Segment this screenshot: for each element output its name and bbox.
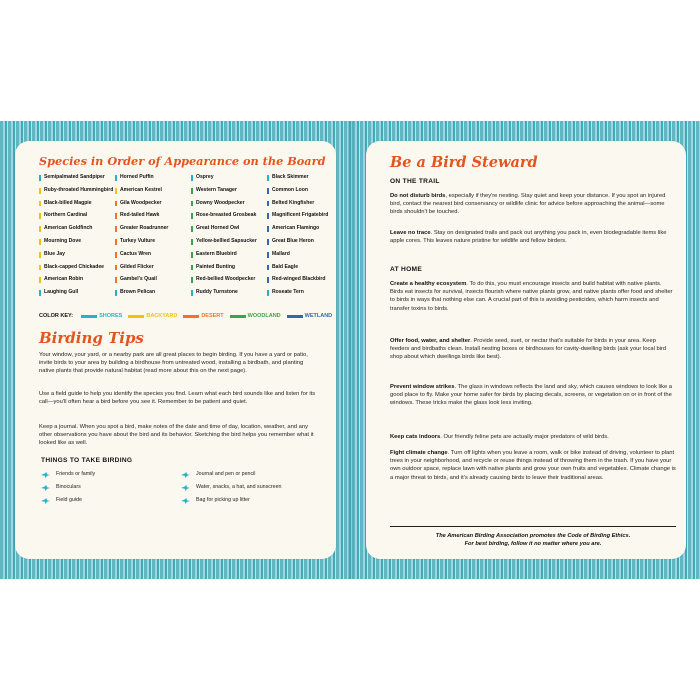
species-item: American Kestrel <box>115 188 189 194</box>
left-page <box>15 141 336 559</box>
species-item: Brown Pelican <box>115 290 189 296</box>
things-to-take-title: THINGS TO TAKE BIRDING <box>41 457 133 464</box>
paragraph-lead: Leave no trace <box>390 230 431 236</box>
closing-line: The American Birding Association promotes the Code of Birding Ethics. <box>435 533 631 539</box>
steward-paragraph <box>390 280 676 313</box>
list-item <box>41 485 95 491</box>
steward-paragraph <box>390 433 676 441</box>
species-item: Red-winged Blackbird <box>267 277 341 283</box>
steward-paragraph <box>390 383 676 408</box>
tip-paragraph: Use a field guide to help you identify the species you find. Learn what each bird sounds like and listen for its call—you'll often hear a bird before you see it. Remember to be patient and quiet. <box>39 391 316 406</box>
list-item-label: Water, snacks, a hat, and sunscreen <box>196 484 282 491</box>
species-item: Bald Eagle <box>267 265 341 271</box>
species-item: Ruby-throated Hummingbird <box>39 188 113 194</box>
species-item: Great Blue Heron <box>267 239 341 245</box>
paragraph-lead: Create a healthy ecosystem <box>390 281 467 287</box>
tip-paragraph: Keep a journal. When you spot a bird, make notes of the date and time of day, location, weather, and any other observations you have about the bird and its behavior. Sketching the bird helps you remember what it looked like as well. <box>39 424 314 447</box>
species-item: Rose-breasted Grosbeak <box>191 213 265 219</box>
steward-paragraph <box>390 337 676 362</box>
species-item: Turkey Vulture <box>115 239 189 245</box>
color-key <box>39 313 332 319</box>
species-item: Black Skimmer <box>267 175 341 181</box>
species-item: Great Horned Owl <box>191 226 265 232</box>
color-key-item <box>183 313 223 319</box>
species-item: American Flamingo <box>267 226 341 232</box>
birding-tips-title: Birding Tips <box>39 329 144 347</box>
species-item: American Goldfinch <box>39 226 113 232</box>
steward-paragraph <box>390 229 676 245</box>
at-home-heading: AT HOME <box>390 266 423 273</box>
steward-paragraph <box>390 192 676 217</box>
color-key-item-label: DESERT <box>201 313 224 319</box>
book-gutter <box>348 121 354 579</box>
color-key-item <box>81 313 122 319</box>
list-item <box>181 472 281 478</box>
bird-bullet-icon <box>41 498 50 504</box>
paragraph-text: . The glass in windows reflects the land and sky, which causes windows to look like a good place to fly. Make your home safer for birds by placing decals, screens, or vegetation on or in front of the windows. These tricks make the glass look less inviting. <box>390 384 673 407</box>
color-key-item <box>287 313 333 319</box>
species-item: Painted Bunting <box>191 265 265 271</box>
species-item: Western Tanager <box>191 188 265 194</box>
on-the-trail-heading: ON THE TRAIL <box>390 178 440 185</box>
closing-note <box>390 526 676 548</box>
paragraph-text: . To do this, you must encourage insects and build habitat with native plants. Birds eat insects for survival, insects flourish where native plants grow, and native plants offer food and shelter to birds in ways that nothing else can. A crucial part of this is avoiding pesticides, which harm insects and transfer toxins to birds. <box>390 281 673 312</box>
species-item: Downy Woodpecker <box>191 201 265 207</box>
tip-paragraph: Your window, your yard, or a nearby park are all great places to begin birding. If you have a yard or patio, invite birds to your area by building a birdhouse from untreated wood, installing a birdbath, and planting native plants that provide natural habitat (read more about this on the next page). <box>39 352 308 375</box>
species-item: Blue Jay <box>39 252 113 258</box>
bird-bullet-icon <box>181 498 190 504</box>
paragraph-lead: Keep cats indoors <box>390 434 441 440</box>
list-item <box>41 472 95 478</box>
closing-line: For best birding, follow it no matter where you are. <box>464 541 602 548</box>
list-item-label: Binoculars <box>56 484 81 491</box>
color-swatch <box>128 315 144 318</box>
list-item <box>41 498 95 504</box>
species-item: Greater Roadrunner <box>115 226 189 232</box>
species-item: Roseate Tern <box>267 290 341 296</box>
color-key-item-label: WETLAND <box>304 313 333 319</box>
bird-steward-title: Be a Bird Steward <box>390 154 538 171</box>
bird-bullet-icon <box>181 485 190 491</box>
list-item-label: Bag for picking up litter <box>196 497 250 504</box>
bird-bullet-icon <box>41 485 50 491</box>
bird-bullet-icon <box>41 472 50 478</box>
species-item: Gambel's Quail <box>115 277 189 283</box>
color-swatch <box>230 315 246 318</box>
paragraph-lead: Prevent window strikes <box>390 384 455 390</box>
list-item-label: Friends or family <box>56 471 96 478</box>
species-item: Yellow-bellied Sapsucker <box>191 239 265 245</box>
species-item: Cactus Wren <box>115 252 189 258</box>
species-item: Common Loon <box>267 188 341 194</box>
list-item <box>181 498 281 504</box>
species-column-4 <box>267 175 341 303</box>
paragraph-lead: Offer food, water, and shelter <box>390 338 471 344</box>
species-item: American Robin <box>39 277 113 283</box>
color-key-item <box>128 313 177 319</box>
species-item: Gila Woodpecker <box>115 201 189 207</box>
things-list-1 <box>41 472 95 511</box>
color-key-item-label: WOODLAND <box>247 313 281 319</box>
steward-paragraph <box>390 449 676 482</box>
color-swatch <box>287 315 303 318</box>
paragraph-lead: Fight climate change <box>390 450 448 456</box>
right-page <box>366 141 686 559</box>
species-item: Belted Kingfisher <box>267 201 341 207</box>
list-item-label: Journal and pen or pencil <box>196 471 256 478</box>
species-item: Laughing Gull <box>39 290 113 296</box>
paragraph-text: . Stay on designated trails and pack out anything you pack in, even biodegradable items like apple cores. This leaves nature pristine for wildlife and fellow birders. <box>390 230 667 245</box>
list-item <box>181 485 281 491</box>
paragraph-lead: Do not disturb birds <box>390 193 446 199</box>
paragraph-text: . Provide seed, suet, or nectar that's suitable for birds in your area. Keep feeders and birdbaths clean. Install nesting boxes or birdhouses for cavity-dwelling birds (ask your local bird shop about which dwellings birds like best). <box>390 338 667 361</box>
color-swatch <box>183 315 199 318</box>
bird-bullet-icon <box>181 472 190 478</box>
species-item: Black-capped Chickadee <box>39 265 113 271</box>
color-key-item-label: BACKYARD <box>146 313 178 319</box>
species-column-3 <box>191 175 265 303</box>
species-title: Species in Order of Appearance on the Board <box>39 154 326 168</box>
species-item: Ruddy Turnstone <box>191 290 265 296</box>
species-column-2 <box>115 175 189 303</box>
color-swatch <box>81 315 97 318</box>
species-item: Mourning Dove <box>39 239 113 245</box>
species-item: Osprey <box>191 175 265 181</box>
species-item: Horned Puffin <box>115 175 189 181</box>
paragraph-text: . Turn off lights when you leave a room, walk or bike instead of driving, volunteer to plant trees in your neighborhood, and recycle or reuse things instead of throwing them in the trash. If you have your own outdoor space, replace lawn with native plants and grow your own fruits and vegetables. Climate change is a major threat to birds, and it's already causing birds to leave their traditional areas. <box>390 450 676 481</box>
species-item: Magnificent Frigatebird <box>267 213 341 219</box>
species-item: Mallard <box>267 252 341 258</box>
color-key-item <box>230 313 281 319</box>
color-key-label: COLOR KEY: <box>39 313 74 319</box>
things-list-2 <box>181 472 281 511</box>
species-item: Black-billed Magpie <box>39 201 113 207</box>
species-item: Gilded Flicker <box>115 265 189 271</box>
species-item: Red-tailed Hawk <box>115 213 189 219</box>
species-item: Semipalmated Sandpiper <box>39 175 113 181</box>
list-item-label: Field guide <box>56 497 82 504</box>
paragraph-text: , especially if they're nesting. Stay quiet and keep your distance. If you spot an injured bird, contact the nearest bird conservancy or wildlife clinic for advice before approaching the animal—some birds shouldn't be touched. <box>390 193 666 216</box>
species-column-1 <box>39 175 113 303</box>
color-key-item-label: SHORES <box>99 313 123 319</box>
species-item: Eastern Bluebird <box>191 252 265 258</box>
paragraph-text: . Our friendly feline pets are actually major predators of wild birds. <box>440 434 609 440</box>
species-item: Red-bellied Woodpecker <box>191 277 265 283</box>
species-item: Northern Cardinal <box>39 213 113 219</box>
